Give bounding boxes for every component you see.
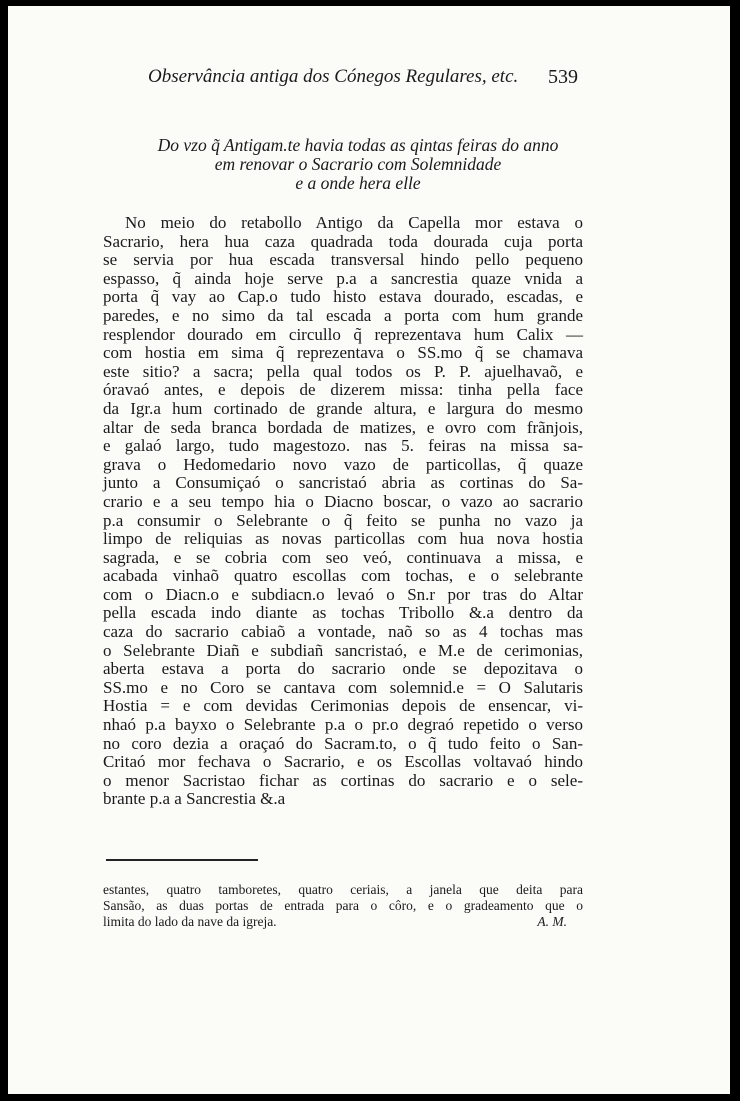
body-line: se servia por hua escada transversal hindo pello pequeno xyxy=(103,250,583,270)
title-line: e a onde hera elle xyxy=(295,173,421,193)
page-number: 539 xyxy=(548,66,578,88)
footnote-line: estantes, quatro tamboretes, quatro ceriais, a janela que deita para xyxy=(103,882,583,897)
body-line: limpo de reliquias as novas particollas com hua nova hostia xyxy=(103,529,583,549)
footnote-signature: A. M. xyxy=(537,914,567,929)
footnote xyxy=(103,882,583,930)
body-line: grava o Hedomedario novo vazo de particollas, q̃ quaze xyxy=(103,454,583,474)
body-line: e galaó largo, tudo magestozo. nas 5. feiras na missa sa- xyxy=(103,436,583,456)
body-line: altar de seda branca bordada de matizes, e ovro com frãnjois, xyxy=(103,417,583,437)
body-line: Hostia = e com devidas Cerimonias depois de ensencar, vi- xyxy=(103,696,583,716)
footnote-line: Sansão, as duas portas de entrada para o côro, e o gradeamento que o xyxy=(103,898,583,913)
body-line: porta q̃ vay ao Cap.o tudo histo estava dourado, escadas, e xyxy=(103,287,583,307)
body-line: acabada vinhaõ quatro escollas com tochas, e o selebrante xyxy=(103,566,583,586)
body-line: nhaó p.a bayxo o Selebrante p.a o pr.o degraó repetido o verso xyxy=(103,715,583,735)
footnote-line: limita do lado da nave da igreja. xyxy=(103,914,277,929)
body-line: com o Diacn.o e subdiacn.o levaó o Sn.r por tras do Altar xyxy=(103,584,583,604)
body-line: no coro dezia a oraçaó do Sacram.to, o q̃ tudo feito o San- xyxy=(103,733,583,753)
body-line: o menor Sacristao fichar as cortinas do sacrario e o sele- xyxy=(103,770,583,790)
body-line: aberta estava a porta do sacrario onde se depozitava o xyxy=(103,659,583,679)
footnote-rule xyxy=(106,859,258,861)
body-line: caza do sacrario cabiaõ a vontade, naõ so as 4 tochas mas xyxy=(103,622,583,642)
body-line: Critaó mor fechava o Sacrario, e os Escollas voltavaó hindo xyxy=(103,752,583,772)
body-text xyxy=(103,214,583,809)
body-line: sagrada, e se cobria com seo veó, continuava a missa, e xyxy=(103,547,583,567)
body-line: No meio do retabollo Antigo da Capella mor estava o xyxy=(125,213,583,232)
book-page xyxy=(8,6,730,1094)
body-line: espasso, q̃ ainda hoje serve p.a a sancrestia quaze vnida a xyxy=(103,268,583,288)
body-line: resplendor dourado em circullo q̃ reprezentava hum Calix — xyxy=(103,324,583,344)
body-line: o Selebrante Diañ e subdiañ sancristaó, e M.e de cerimonias, xyxy=(103,640,583,660)
body-line: da Igr.a hum cortinado de grande altura, e largura do mesmo xyxy=(103,398,583,418)
running-title: Observância antiga dos Cónegos Regulares, etc. xyxy=(148,66,519,87)
body-line: pella escada indo diante as tochas Tribollo &.a dentro da xyxy=(103,603,583,623)
body-line: com hostia em sima q̃ reprezentava o SS.mo q̃ se chamava xyxy=(103,343,583,363)
body-line: este sitio? a sacra; pella qual todos os P. P. ajuelhavaõ, e xyxy=(103,361,583,381)
body-line: p.a consumir o Selebrante o q̃ feito se punha no vazo ja xyxy=(103,510,583,530)
body-line: óravaó antes, e depois de dizerem missa: tinha pella face xyxy=(103,380,583,400)
body-line: junto a Consumiçaó o sancristaó abria as cortinas do Sa- xyxy=(103,473,583,493)
body-line: paredes, e no simo da tal escada a porta com hum grande xyxy=(103,305,583,325)
body-line: crario e a seu tempo hia o Diacno boscar, o vazo ao sacrario xyxy=(103,491,583,511)
title-line: Do vzo q̃ Antigam.te havia todas as qintas feiras do anno xyxy=(157,135,559,155)
footnote-line-last xyxy=(103,914,583,930)
title-line: em renovar o Sacrario com Solemnidade xyxy=(214,154,502,174)
body-line: Sacrario, hera hua caza quadrada toda dourada cuja porta xyxy=(103,231,583,251)
section-title xyxy=(108,136,608,193)
body-line: brante p.a a Sancrestia &.a xyxy=(103,789,286,809)
body-line: SS.mo e no Coro se cantava com solemnid.e = O Salutaris xyxy=(103,677,583,697)
